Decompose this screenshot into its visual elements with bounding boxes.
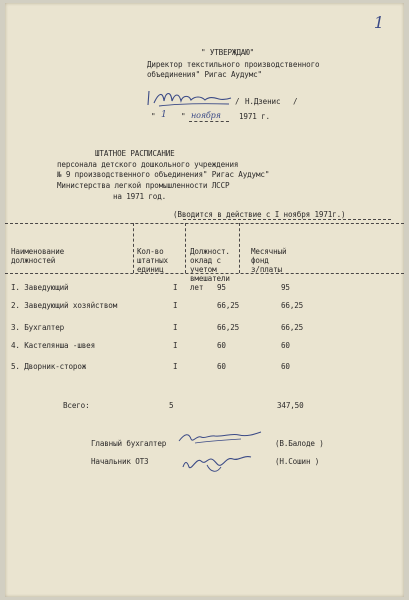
date-month: ноября [191, 111, 221, 120]
director-signature [145, 87, 240, 109]
header-position: Наименование должностей [11, 247, 65, 265]
document-title: ШТАТНОЕ РАСПИСАНИЕ [95, 149, 175, 158]
row-position: 4. Кастелянша -швея [11, 341, 96, 350]
approval-position-line2: объединения" Ригас Аудумс" [147, 70, 262, 79]
total-label: Всего: [63, 401, 90, 410]
table-top-rule [5, 223, 404, 224]
chief-accountant-name: (В.Балоде ) [275, 439, 324, 448]
head-otz-name: (Н.Сошин ) [275, 457, 320, 466]
approval-position-line1: Директор текстильного производственного [147, 60, 320, 69]
head-otz-label: Начальник ОТЗ [91, 457, 149, 466]
row-fund: 66,25 [281, 323, 304, 332]
row-count: I [173, 323, 178, 332]
row-count: I [173, 283, 178, 292]
row-salary: 60 [217, 341, 226, 350]
row-fund: 66,25 [281, 301, 304, 310]
header-staff-count: Кол-во штатных единиц [137, 247, 168, 274]
total-count: 5 [169, 401, 174, 410]
title-line3: № 9 производственного объединения" Ригас Аудумс" [57, 170, 270, 179]
column-divider-2 [185, 223, 186, 273]
effective-note: (Вводится в действие с I ноября 1971г.) [173, 210, 346, 219]
row-count: I [173, 362, 178, 371]
title-line2: персонала детского дошкольного учреждения [57, 160, 239, 169]
signer-slash-left: / [235, 97, 240, 106]
row-position: 3. Бухгалтер [11, 323, 65, 332]
row-position: 2. Заведующий хозяйством [11, 301, 118, 310]
director-name: Н.Дзенис [245, 97, 281, 106]
date-quote-open: " [151, 112, 156, 121]
page-number: 1 [373, 13, 384, 32]
chief-accountant-signature [175, 427, 265, 447]
row-fund: 60 [281, 341, 290, 350]
row-count: I [173, 341, 178, 350]
header-salary: Должност. оклад с учетом вмешатели лет [190, 247, 230, 292]
date-quote-close: " [181, 112, 186, 121]
row-salary: 66,25 [217, 323, 240, 332]
column-divider-1 [133, 223, 134, 273]
document-page [5, 3, 404, 597]
row-salary: 60 [217, 362, 226, 371]
row-salary: 95 [217, 283, 226, 292]
chief-accountant-label: Главный бухгалтер [91, 439, 167, 448]
title-line5: на 1971 год. [113, 192, 167, 201]
row-salary: 66,25 [217, 301, 240, 310]
approval-heading: " УТВЕРЖДАЮ" [201, 48, 255, 57]
signer-slash-right: / [293, 97, 298, 106]
row-fund: 60 [281, 362, 290, 371]
header-monthly-fund: Месячный фонд з/платы [251, 247, 287, 274]
date-year: 1971 г. [239, 112, 270, 121]
row-count: I [173, 301, 178, 310]
row-position: 5. Дворник-сторож [11, 362, 87, 371]
row-fund: 95 [281, 283, 290, 292]
row-position: I. Заведующий [11, 283, 69, 292]
head-otz-signature [177, 451, 267, 477]
effective-note-underline [183, 219, 391, 220]
total-fund: 347,50 [277, 401, 304, 410]
date-month-underline [189, 121, 229, 122]
date-day: 1 [161, 110, 167, 120]
title-line4: Министерства легкой промышленности ЛССР [57, 181, 230, 190]
column-divider-3 [239, 223, 240, 273]
